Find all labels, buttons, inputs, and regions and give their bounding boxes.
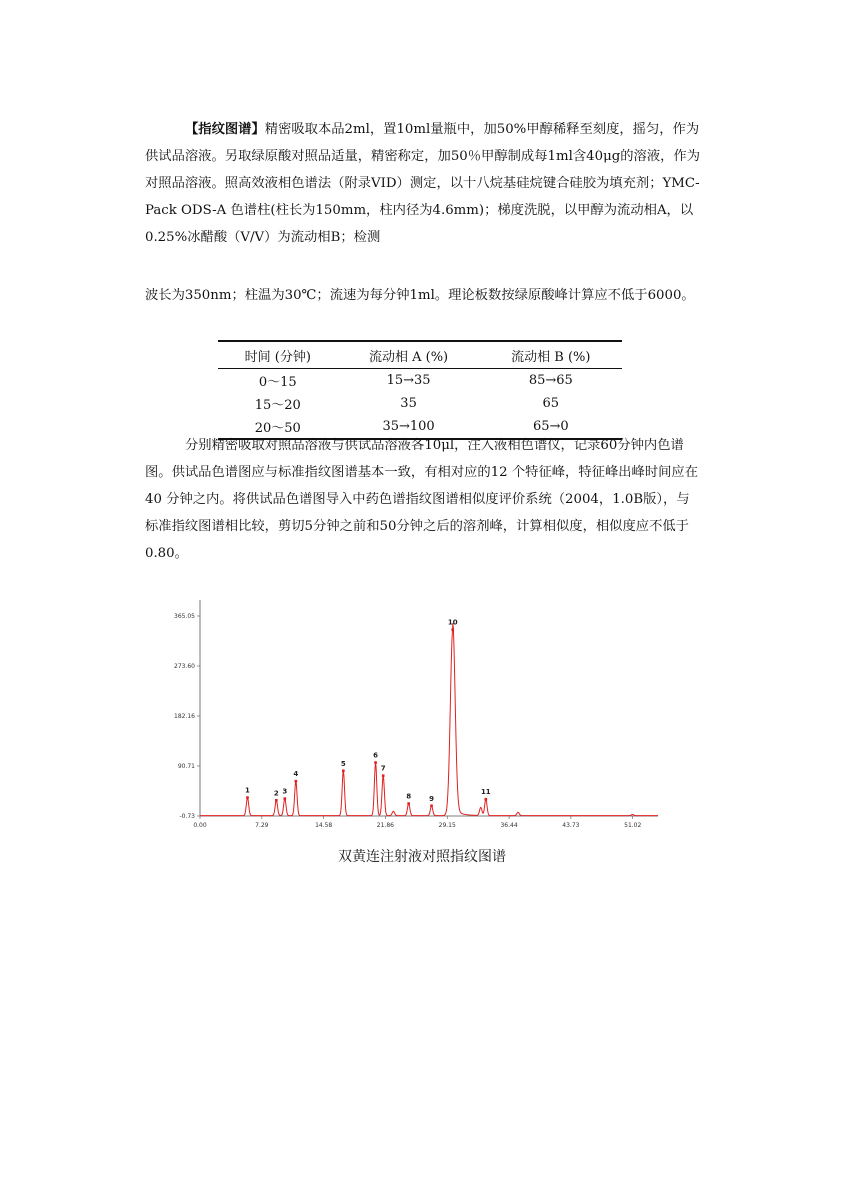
x-tick-label: 14.58 (315, 822, 333, 829)
table-row (218, 369, 622, 393)
x-tick-label: 7.29 (255, 822, 269, 829)
chart-axes (200, 600, 658, 816)
cell-phase-a: 35→100 (338, 415, 480, 439)
peak-marker (246, 796, 249, 799)
peak-label: 10 (447, 618, 458, 627)
cell-time: 20～50 (218, 415, 338, 439)
y-tick-label: 273.60 (174, 663, 195, 671)
x-tick-label: 51.02 (624, 822, 642, 829)
peak-label: 11 (480, 788, 491, 797)
conditions-paragraph: 波长为350nm；柱温为30℃；流速为每分钟1ml。理论板数按绿原酸峰计算应不低于6000。 (145, 288, 695, 303)
peak-label: 6 (373, 751, 379, 760)
peak-marker (295, 780, 298, 783)
x-tick-label: 0.00 (193, 822, 207, 829)
peak-label: 1 (245, 786, 250, 795)
header-time: 时间 (分钟) (218, 341, 338, 369)
x-tick-label: 29.15 (438, 822, 456, 829)
cell-time: 0～15 (258, 375, 297, 390)
y-tick-label: -0.73 (179, 813, 195, 820)
peak-label: 7 (380, 764, 386, 773)
figure-caption: 双黄连注射液对照指纹图谱 (338, 849, 506, 865)
peak-marker (342, 769, 345, 772)
procedure-paragraph: 分别精密吸取对照品溶液与供试品溶液各10μl，注入液相色谱仪，记录60分钟内色谱图。供试品色谱图应与标准指纹图谱基本一致，有相对应的12 个特征峰，特征峰出峰时间应在 40 分钟之内。将供试品色谱图导入中药色谱指纹图谱相似度评价系统（2004，1.0B版），与标准指纹图谱相比较，剪切5分钟之前和50分钟之后的溶剂峰，计算相似度，相似度应不低于0.80。 (145, 438, 699, 561)
peak-label: 5 (340, 759, 346, 768)
peak-marker (382, 774, 385, 777)
peak-label: 4 (293, 770, 299, 779)
peak-marker (451, 628, 454, 631)
peak-label: 9 (429, 794, 434, 803)
y-tick-label: 90.71 (177, 763, 195, 771)
peak-marker (284, 797, 287, 800)
table-header-row (218, 341, 622, 369)
x-tick-label: 36.44 (500, 822, 518, 829)
cell-phase-b: 65→0 (480, 415, 622, 439)
fingerprint-paragraph (145, 116, 700, 251)
y-tick-label: 365.05 (174, 613, 195, 620)
peak-marker (485, 798, 488, 801)
y-tick-label: 182.16 (174, 713, 195, 720)
peak-marker (407, 802, 410, 805)
peak-marker (374, 761, 377, 764)
chromatogram-trace (200, 623, 658, 816)
cell-phase-b: 85→65 (528, 373, 573, 388)
cell-phase-b: 65 (542, 396, 560, 411)
gradient-table (218, 340, 622, 440)
header-phase-a: 流动相 A (%) (338, 341, 480, 369)
cell-time: 15～20 (254, 398, 301, 413)
header-phase-b: 流动相 B (%) (480, 341, 622, 369)
cell-phase-a: 35 (400, 396, 417, 411)
peak-label: 3 (282, 787, 288, 796)
table-row (218, 392, 622, 415)
section-heading: 【指纹图谱】 (185, 122, 265, 137)
peak-label: 8 (406, 792, 412, 801)
cell-phase-a: 15→35 (386, 373, 431, 388)
peak-label: 2 (273, 789, 279, 798)
paragraph1-text: 精密吸取本品2ml，置10ml量瓶中，加50%甲醇稀释至刻度，摇匀，作为供试品溶液。另取绿原酸对照品适量，精密称定，加50％甲醇制成每1ml含40μg的溶液，作为对照品溶液。照高效液相色谱法（附录VID）测定，以十八烷基硅烷键合硅胶为填充剂；YMC-Pack ODS-A 色谱柱(柱长为150mm，柱内径为4.6mm)；梯度洗脱，以甲醇为流动相A，以0.25%冰醋酸（V/V）为流动相B；检测 (145, 122, 701, 245)
chromatogram-chart (158, 598, 668, 833)
peak-marker (430, 804, 433, 807)
x-tick-label: 43.73 (562, 822, 580, 829)
peak-marker (275, 799, 278, 802)
x-tick-label: 21.86 (376, 822, 394, 829)
